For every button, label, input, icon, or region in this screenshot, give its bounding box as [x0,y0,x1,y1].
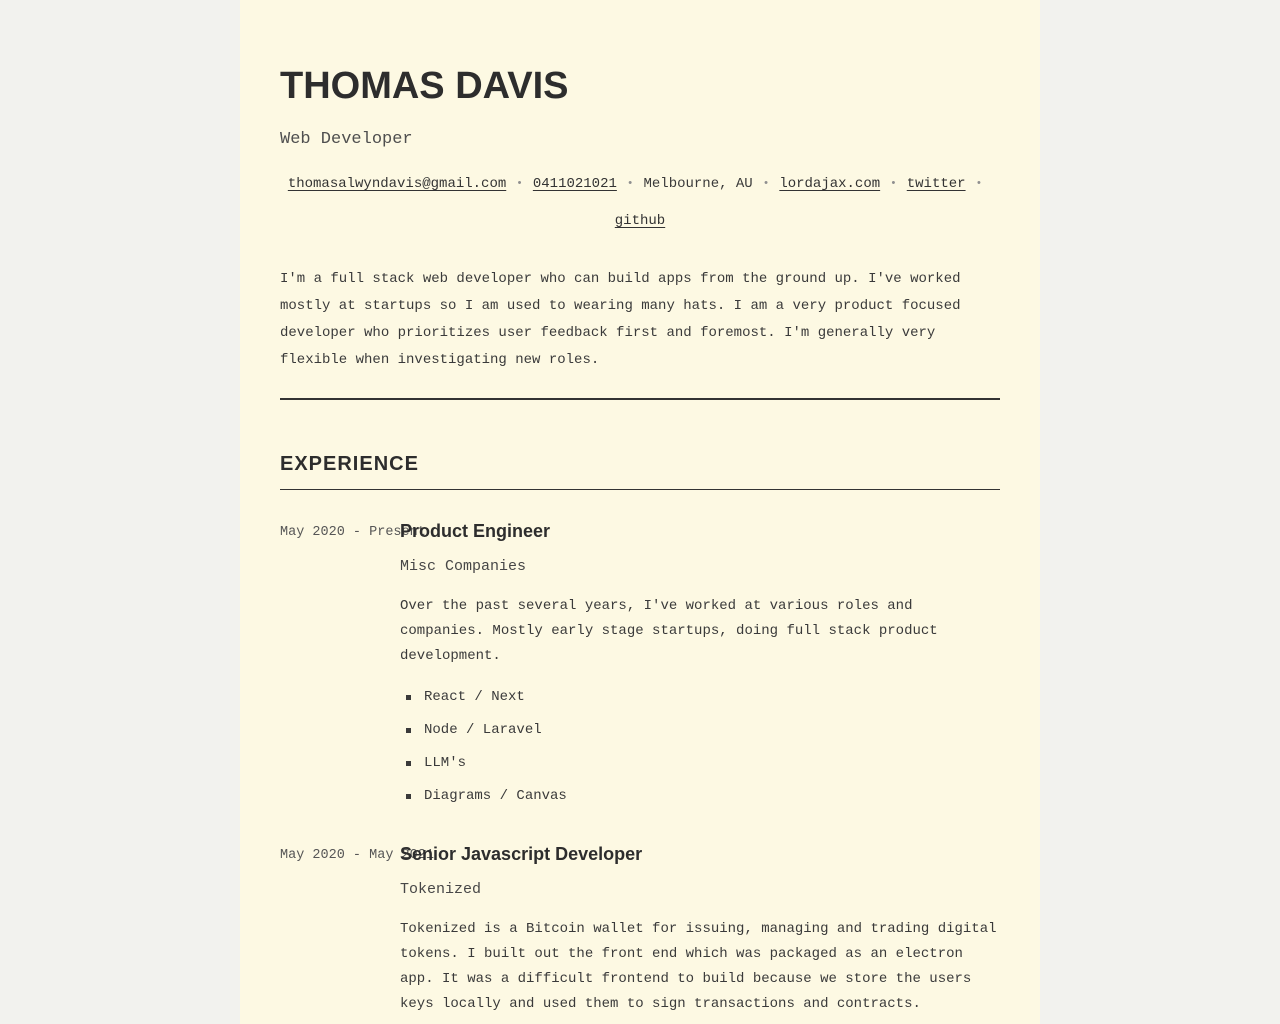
highlight-item: Node / Laravel [400,718,1000,743]
separator-dot: • [762,178,770,190]
section-divider [280,489,1000,490]
job-title: Senior Javascript Developer [400,844,643,864]
highlight-item: Diagrams / Canvas [400,784,1000,809]
location-text: Melbourne, AU [643,176,753,192]
twitter-link[interactable]: twitter [906,176,966,192]
contact-line [280,166,1000,240]
job-dates: May 2020 - Present [280,525,426,540]
job-dates: May 2020 - May 2021 [280,848,434,863]
job-body [400,843,1000,1017]
separator-dot: • [516,178,523,190]
github-link[interactable]: github [614,213,666,229]
summary-paragraph: I'm a full stack web developer who can build apps from the ground up. I've worked mostly at startups so I am used to wearing many hats. I am a very product focused developer who prioritizes user feedback first and foremost. I'm generally very flexible when investigating new roles. [280,271,961,368]
job-summary: Tokenized is a Bitcoin wallet for issuing, managing and trading digital tokens. I built out the front end which was packaged as an electron app. It was a difficult frontend to build because we store the users keys locally and used them to sign transactions and contracts. [400,921,997,1012]
highlight-item: LLM's [400,751,1000,776]
email-link[interactable]: thomasalwyndavis@gmail.com [287,176,507,192]
experience-list [280,520,1000,1017]
page-title: THOMAS DAVIS [280,65,569,107]
experience-entry [280,520,1000,817]
job-label: Web Developer [280,130,413,149]
job-body [400,520,1000,817]
experience-entry [280,843,1000,1017]
separator-dot: • [626,178,634,190]
highlight-item: React / Next [400,685,1000,710]
job-summary: Over the past several years, I've worked at various roles and companies. Mostly early stage startups, doing full stack product development. [400,598,938,664]
section-title-experience: EXPERIENCE [280,453,419,475]
website-link[interactable]: lordajax.com [779,176,881,192]
job-title: Product Engineer [400,521,551,541]
phone-link[interactable]: 0411021021 [532,176,617,192]
resume-page [240,0,1040,1024]
job-company: Misc Companies [400,558,527,575]
separator-dot: • [975,178,983,190]
summary-divider [280,398,1000,400]
highlights-list [400,685,1000,809]
experience-section [280,454,1000,1017]
separator-dot: • [890,178,897,190]
job-company: Tokenized [400,881,482,898]
